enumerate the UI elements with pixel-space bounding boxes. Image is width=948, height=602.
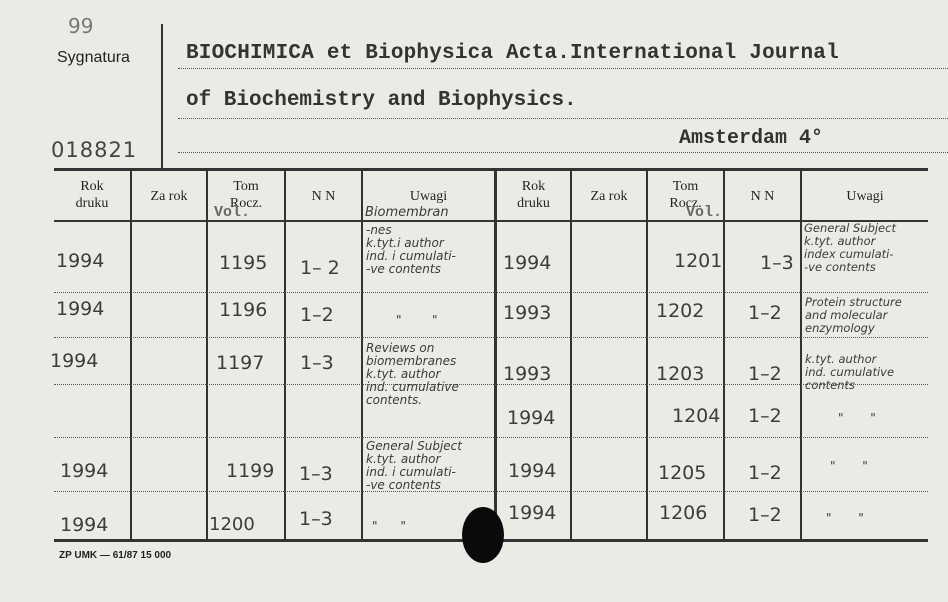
left-row-5-rok: 1994 bbox=[60, 460, 109, 482]
left-row-6-nn: 1–3 bbox=[299, 508, 333, 530]
right-row-5-tom: 1205 bbox=[658, 462, 707, 484]
signature-label: Sygnatura bbox=[57, 49, 130, 66]
right-row-2-tom: 1202 bbox=[656, 300, 705, 322]
right-row-1-rok: 1994 bbox=[503, 252, 552, 274]
right-row-5-uwagi: " " bbox=[830, 459, 868, 473]
right-row-3-uwagi: k.tyt. author ind. cumulative contents bbox=[805, 352, 895, 392]
left-row-1-rok: 1994 bbox=[56, 250, 105, 272]
right-row-2-rok: 1993 bbox=[503, 302, 552, 324]
right-row-6-uwagi: " " bbox=[826, 511, 864, 525]
left-row-6-uwagi: " " bbox=[372, 519, 406, 533]
uwagi-note: Biomembran bbox=[365, 205, 449, 220]
header-rok-druku-2: Rok druku bbox=[517, 179, 550, 211]
right-row-2-nn: 1–2 bbox=[748, 302, 782, 324]
header-nn: N N bbox=[311, 189, 336, 204]
left-row-1-nn: 1– 2 bbox=[300, 257, 340, 279]
publication-place: Amsterdam 4° bbox=[679, 127, 824, 150]
header-tom-vol-2: Vol. bbox=[686, 204, 723, 221]
left-row-6-tom: 1200 bbox=[209, 514, 255, 535]
left-row-2-tom: 1196 bbox=[219, 299, 268, 321]
right-row-4-tom: 1204 bbox=[672, 405, 721, 427]
header-za-rok: Za rok bbox=[150, 189, 188, 204]
punch-hole bbox=[462, 507, 504, 563]
header-uwagi-2: Uwagi bbox=[846, 189, 884, 204]
right-row-1-uwagi: General Subject k.tyt. author index cumulati- -ve contents bbox=[804, 221, 896, 274]
left-row-3-tom: 1197 bbox=[216, 352, 265, 374]
right-row-1-tom: 1201 bbox=[674, 250, 723, 272]
left-row-3-uwagi: Reviews on biomembranes k.tyt. author ind. cumulative contents. bbox=[366, 341, 459, 407]
right-row-6-rok: 1994 bbox=[508, 502, 557, 524]
journal-title-line1: BIOCHIMICA et Biophysica Acta.International Journal bbox=[186, 42, 839, 65]
right-row-5-nn: 1–2 bbox=[748, 462, 782, 484]
right-row-6-nn: 1–2 bbox=[748, 504, 782, 526]
left-row-1-tom: 1195 bbox=[219, 252, 268, 274]
left-row-5-nn: 1–3 bbox=[299, 463, 333, 485]
journal-title-line2: of Biochemistry and Biophysics. bbox=[186, 89, 577, 112]
footer-print-info: ZP UMK — 61/87 15 000 bbox=[59, 550, 172, 561]
left-row-2-nn: 1–2 bbox=[300, 304, 334, 326]
right-row-3-tom: 1203 bbox=[656, 363, 705, 385]
left-row-1-uwagi: -nes k.tyt.i author ind. i cumulati- -ve contents bbox=[366, 223, 456, 276]
header-nn-2: N N bbox=[750, 189, 775, 204]
right-row-1-nn: 1–3 bbox=[760, 252, 794, 274]
left-row-3-nn: 1–3 bbox=[300, 352, 334, 374]
right-row-5-rok: 1994 bbox=[508, 460, 557, 482]
signature-divider bbox=[161, 24, 163, 170]
right-row-4-uwagi: " " bbox=[838, 411, 876, 425]
signature-number: 018821 bbox=[51, 138, 138, 162]
left-row-5-tom: 1199 bbox=[226, 460, 275, 482]
right-row-6-tom: 1206 bbox=[659, 502, 708, 524]
left-row-6-rok: 1994 bbox=[60, 514, 109, 536]
header-za-rok-2: Za rok bbox=[590, 189, 628, 204]
right-row-3-rok: 1993 bbox=[503, 363, 552, 385]
left-row-5-uwagi: General Subject k.tyt. author ind. i cumulati- -ve contents bbox=[366, 439, 462, 492]
header-tom-vol: Vol. bbox=[214, 204, 251, 221]
header-tom: Tom Rocz. bbox=[229, 179, 263, 211]
corner-number: 99 bbox=[68, 14, 94, 38]
left-row-3-rok: 1994 bbox=[50, 350, 99, 372]
header-tom-2: Tom Rocz. bbox=[669, 179, 702, 211]
header-rok-druku: Rok druku bbox=[75, 179, 109, 211]
right-row-2-uwagi: Protein structure and molecular enzymology bbox=[805, 295, 902, 335]
left-row-2-uwagi: " " bbox=[396, 313, 438, 327]
header-uwagi: Uwagi bbox=[409, 189, 448, 204]
right-row-4-nn: 1–2 bbox=[748, 405, 782, 427]
right-row-4-rok: 1994 bbox=[507, 407, 556, 429]
left-row-2-rok: 1994 bbox=[56, 298, 105, 320]
right-row-3-nn: 1–2 bbox=[748, 363, 782, 385]
